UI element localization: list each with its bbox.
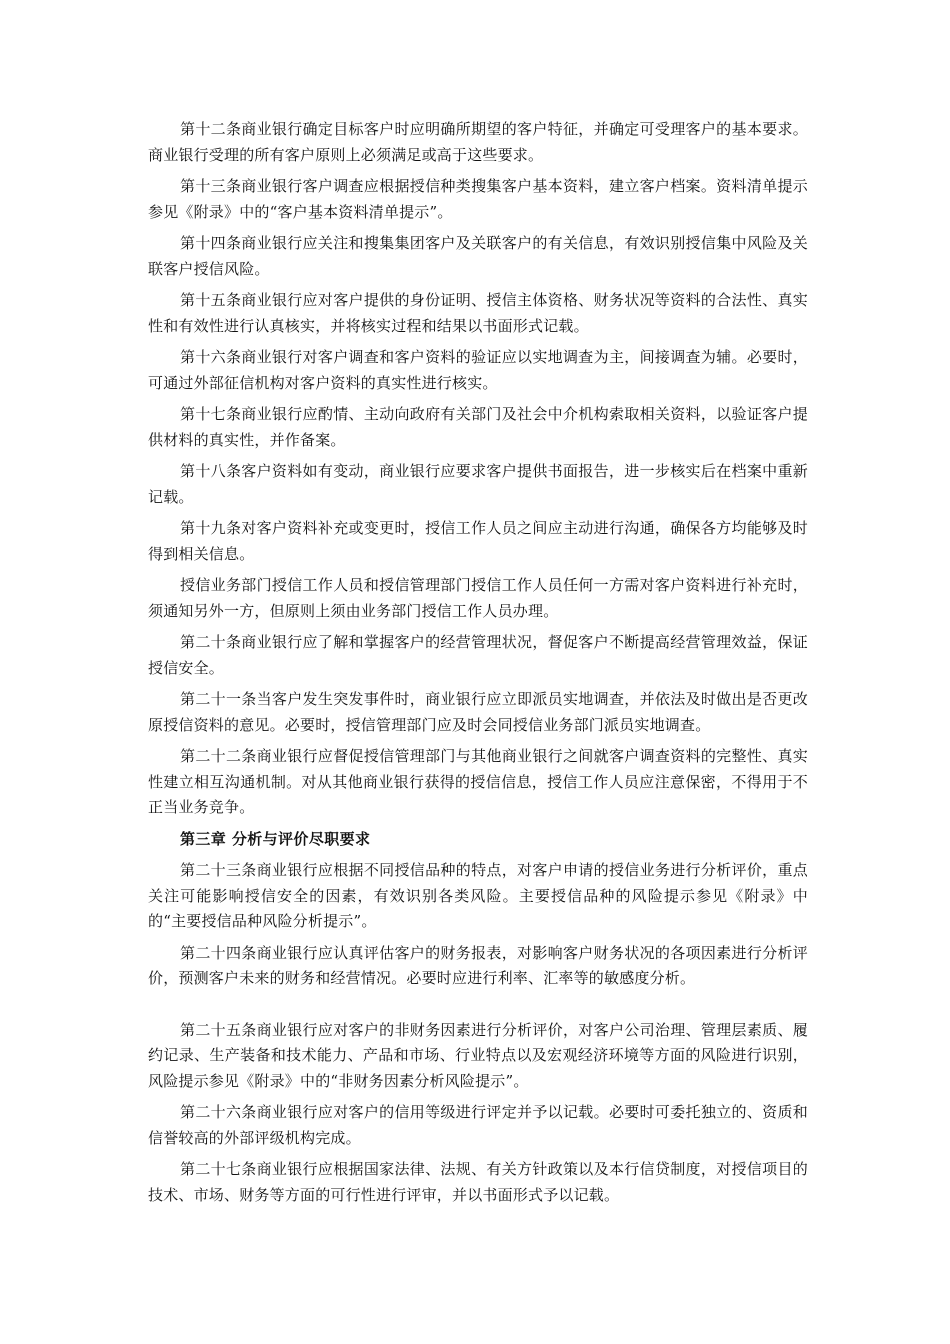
paragraph-article-21: 第二十一条当客户发生突发事件时，商业银行应立即派员实地调查，并依法及时做出是否更改原授信资料的意见。必要时，授信管理部门应及时会同授信业务部门派员实地调查。 (148, 690, 808, 734)
paragraph-article-16: 第十六条商业银行对客户调查和客户资料的验证应以实地调查为主，间接调查为辅。必要时，可通过外部征信机构对客户资料的真实性进行核实。 (148, 348, 808, 392)
paragraph-article-27: 第二十七条商业银行应根据国家法律、法规、有关方针政策以及本行信贷制度，对授信项目的技术、市场、财务等方面的可行性进行评审，并以书面形式予以记载。 (148, 1160, 808, 1204)
paragraph-article-12: 第十二条商业银行确定目标客户时应明确所期望的客户特征，并确定可受理客户的基本要求。商业银行受理的所有客户原则上必须满足或高于这些要求。 (148, 120, 808, 164)
document-page (148, 117, 808, 1214)
paragraph-article-13: 第十三条商业银行客户调查应根据授信种类搜集客户基本资料，建立客户档案。资料清单提示参见《附录》中的“客户基本资料清单提示”。 (148, 177, 808, 221)
paragraph-article-26: 第二十六条商业银行应对客户的信用等级进行评定并予以记载。必要时可委托独立的、资质和信誉较高的外部评级机构完成。 (148, 1103, 808, 1147)
paragraph-article-20: 第二十条商业银行应了解和掌握客户的经营管理状况，督促客户不断提高经营管理效益，保证授信安全。 (148, 633, 808, 677)
paragraph-article-17: 第十七条商业银行应酌情、主动向政府有关部门及社会中介机构索取相关资料，以验证客户提供材料的真实性，并作备案。 (148, 405, 808, 449)
paragraph-article-24: 第二十四条商业银行应认真评估客户的财务报表，对影响客户财务状况的各项因素进行分析评价，预测客户未来的财务和经营情况。必要时应进行利率、汇率等的敏感度分析。 (148, 943, 808, 987)
chapter-heading: 第三章 分析与评价尽职要求 (180, 829, 371, 848)
paragraph-gap (148, 998, 808, 1018)
paragraph-article-19: 第十九条对客户资料补充或变更时，授信工作人员之间应主动进行沟通，确保各方均能够及时得到相关信息。 (148, 519, 808, 563)
paragraph-article-18: 第十八条客户资料如有变动，商业银行应要求客户提供书面报告，进一步核实后在档案中重新记载。 (148, 462, 808, 506)
paragraph-article-25: 第二十五条商业银行应对客户的非财务因素进行分析评价，对客户公司治理、管理层素质、履约记录、生产装备和技术能力、产品和市场、行业特点以及宏观经济环境等方面的风险进行识别，风险提示参见《附录》中的“非财务因素分析风险提示”。 (148, 1020, 808, 1090)
paragraph-article-15: 第十五条商业银行应对客户提供的身份证明、授信主体资格、财务状况等资料的合法性、真实性和有效性进行认真核实，并将核实过程和结果以书面形式记载。 (148, 291, 808, 335)
paragraph-article-14: 第十四条商业银行应关注和搜集集团客户及关联客户的有关信息，有效识别授信集中风险及关联客户授信风险。 (148, 234, 808, 278)
paragraph-article-19-supplement: 授信业务部门授信工作人员和授信管理部门授信工作人员任何一方需对客户资料进行补充时，须通知另外一方，但原则上须由业务部门授信工作人员办理。 (148, 576, 808, 620)
paragraph-article-22: 第二十二条商业银行应督促授信管理部门与其他商业银行之间就客户调查资料的完整性、真实性建立相互沟通机制。对从其他商业银行获得的授信信息，授信工作人员应注意保密，不得用于不正当业务竞争。 (148, 747, 808, 816)
paragraph-article-23: 第二十三条商业银行应根据不同授信品种的特点，对客户申请的授信业务进行分析评价，重点关注可能影响授信安全的因素，有效识别各类风险。主要授信品种的风险提示参见《附录》中的“主要授信品种风险分析提示”。 (148, 861, 808, 930)
